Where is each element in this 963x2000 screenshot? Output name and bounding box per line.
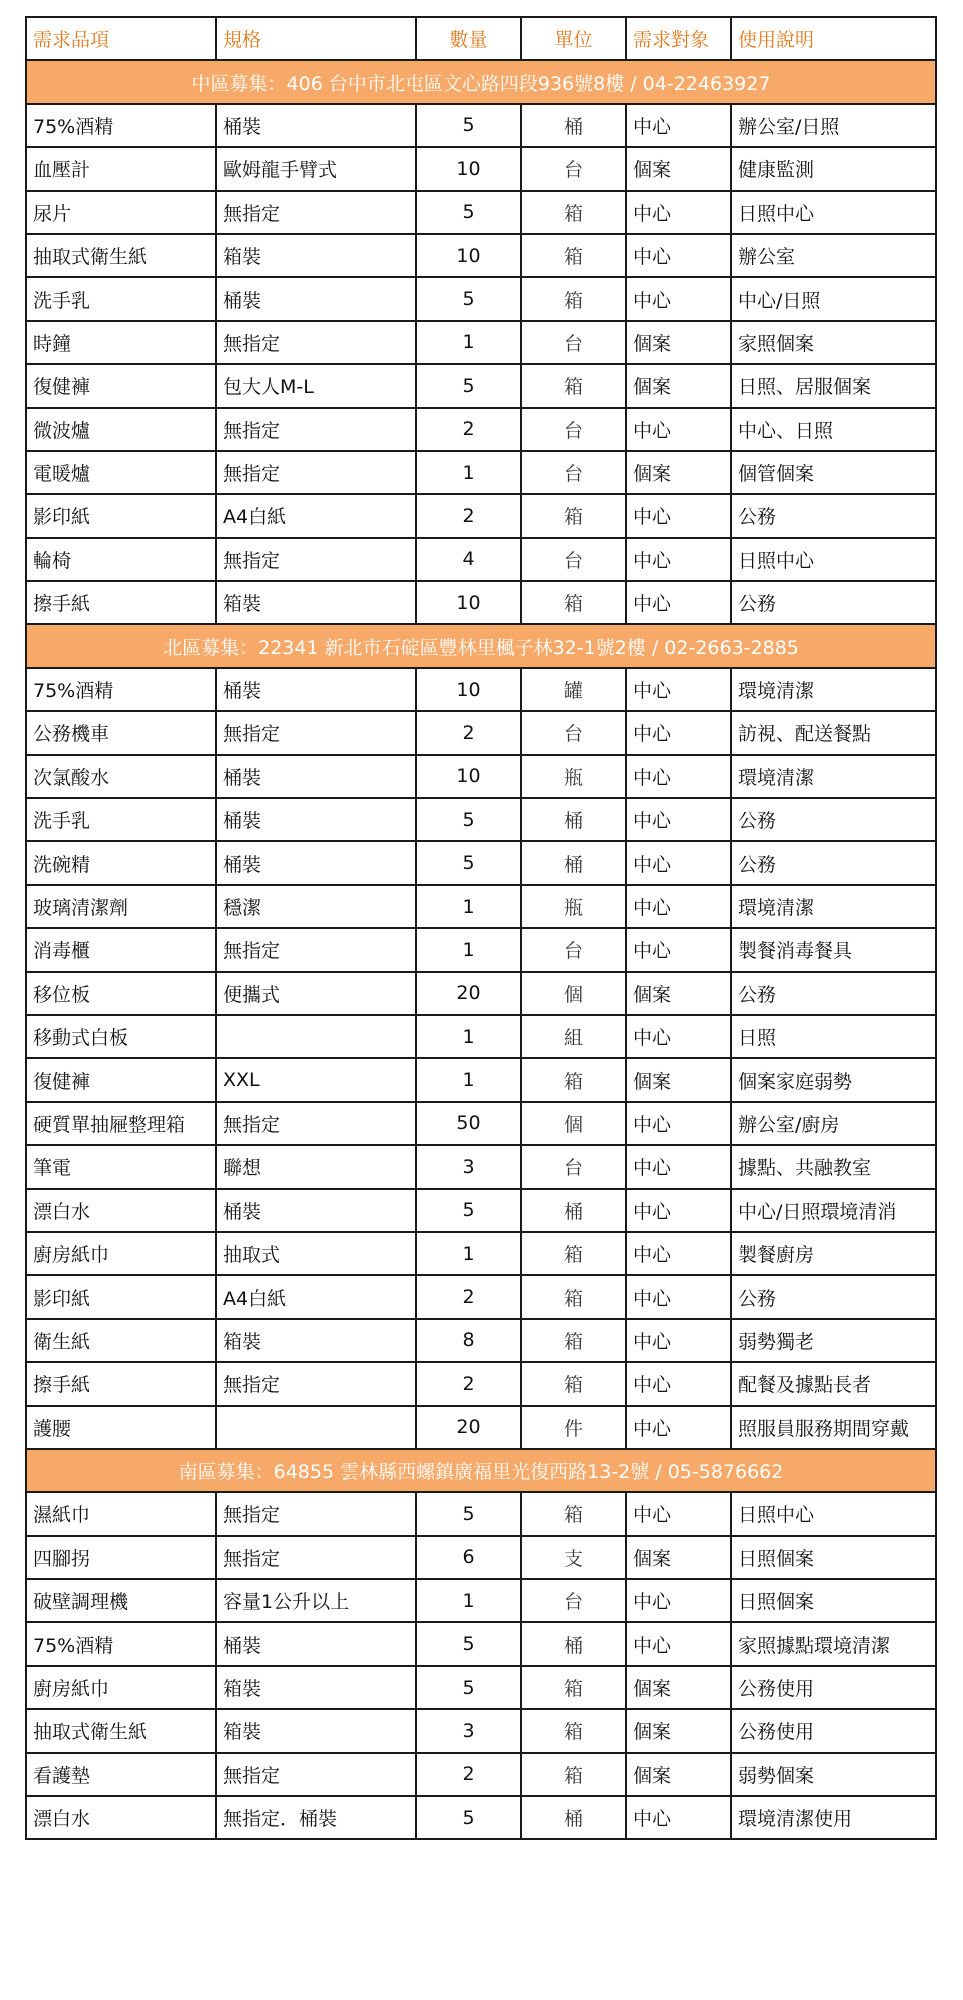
cell-usage: 公務 xyxy=(731,1275,936,1318)
cell-qty: 2 xyxy=(416,1362,521,1405)
cell-unit: 桶 xyxy=(521,1622,626,1665)
table-row xyxy=(26,1145,936,1188)
cell-target: 中心 xyxy=(626,581,731,624)
cell-target: 中心 xyxy=(626,191,731,234)
cell-qty: 5 xyxy=(416,841,521,884)
cell-spec: 聯想 xyxy=(216,1145,416,1188)
cell-item: 時鐘 xyxy=(26,321,216,364)
cell-qty: 2 xyxy=(416,494,521,537)
cell-unit: 桶 xyxy=(521,841,626,884)
table-row xyxy=(26,538,936,581)
cell-unit: 罐 xyxy=(521,668,626,711)
cell-qty: 6 xyxy=(416,1536,521,1579)
cell-target: 個案 xyxy=(626,321,731,364)
cell-item: 電暖爐 xyxy=(26,451,216,494)
table-row xyxy=(26,1275,936,1318)
cell-unit: 瓶 xyxy=(521,755,626,798)
cell-usage: 公務 xyxy=(731,972,936,1015)
cell-target: 個案 xyxy=(626,1536,731,1579)
cell-unit: 瓶 xyxy=(521,885,626,928)
cell-spec: 無指定 xyxy=(216,321,416,364)
table-row xyxy=(26,494,936,537)
cell-unit: 箱 xyxy=(521,1319,626,1362)
table-row xyxy=(26,668,936,711)
cell-spec: 桶裝 xyxy=(216,104,416,147)
cell-item: 洗手乳 xyxy=(26,277,216,320)
table-row xyxy=(26,1406,936,1449)
cell-qty: 2 xyxy=(416,1753,521,1796)
cell-qty: 8 xyxy=(416,1319,521,1362)
cell-usage: 公務 xyxy=(731,494,936,537)
cell-qty: 2 xyxy=(416,1275,521,1318)
cell-usage: 環境清潔 xyxy=(731,755,936,798)
table-row xyxy=(26,1492,936,1535)
cell-unit: 箱 xyxy=(521,1362,626,1405)
cell-spec: 箱裝 xyxy=(216,234,416,277)
table-row xyxy=(26,841,936,884)
cell-usage: 日照 xyxy=(731,1015,936,1058)
cell-unit: 台 xyxy=(521,451,626,494)
cell-unit: 台 xyxy=(521,711,626,754)
donation-needs-sheet xyxy=(25,16,935,1840)
cell-spec: 無指定 xyxy=(216,408,416,451)
table-row xyxy=(26,147,936,190)
cell-unit: 台 xyxy=(521,928,626,971)
table-row xyxy=(26,191,936,234)
cell-target: 中心 xyxy=(626,494,731,537)
table-row xyxy=(26,1753,936,1796)
cell-usage: 中心/日照 xyxy=(731,277,936,320)
cell-item: 漂白水 xyxy=(26,1796,216,1839)
table-row xyxy=(26,1796,936,1839)
cell-item: 廚房紙巾 xyxy=(26,1666,216,1709)
table-row xyxy=(26,1232,936,1275)
cell-spec: 桶裝 xyxy=(216,798,416,841)
cell-spec: 桶裝 xyxy=(216,755,416,798)
cell-target: 中心 xyxy=(626,928,731,971)
cell-qty: 1 xyxy=(416,1232,521,1275)
table-row xyxy=(26,1709,936,1752)
header-qty: 數量 xyxy=(416,17,521,60)
cell-target: 個案 xyxy=(626,972,731,1015)
table-row xyxy=(26,972,936,1015)
cell-qty: 10 xyxy=(416,755,521,798)
cell-qty: 4 xyxy=(416,538,521,581)
cell-usage: 個案家庭弱勢 xyxy=(731,1058,936,1101)
cell-item: 破壁調理機 xyxy=(26,1579,216,1622)
header-row xyxy=(26,17,936,60)
header-target: 需求對象 xyxy=(626,17,731,60)
cell-item: 消毒櫃 xyxy=(26,928,216,971)
cell-spec: 無指定 xyxy=(216,1536,416,1579)
cell-item: 濕紙巾 xyxy=(26,1492,216,1535)
cell-item: 75%酒精 xyxy=(26,104,216,147)
cell-qty: 2 xyxy=(416,408,521,451)
cell-target: 個案 xyxy=(626,1709,731,1752)
cell-usage: 環境清潔 xyxy=(731,668,936,711)
cell-target: 個案 xyxy=(626,451,731,494)
cell-target: 中心 xyxy=(626,1406,731,1449)
cell-target: 中心 xyxy=(626,1189,731,1232)
cell-spec: XXL xyxy=(216,1058,416,1101)
cell-usage: 辦公室 xyxy=(731,234,936,277)
cell-usage: 環境清潔使用 xyxy=(731,1796,936,1839)
cell-item: 看護墊 xyxy=(26,1753,216,1796)
cell-item: 四腳拐 xyxy=(26,1536,216,1579)
cell-target: 個案 xyxy=(626,364,731,407)
table-row xyxy=(26,234,936,277)
cell-item: 衛生紙 xyxy=(26,1319,216,1362)
cell-qty: 5 xyxy=(416,1666,521,1709)
cell-unit: 台 xyxy=(521,1579,626,1622)
table-body xyxy=(26,60,936,1839)
cell-spec: 無指定 xyxy=(216,538,416,581)
cell-unit: 台 xyxy=(521,147,626,190)
cell-unit: 箱 xyxy=(521,1753,626,1796)
cell-item: 75%酒精 xyxy=(26,668,216,711)
cell-target: 中心 xyxy=(626,408,731,451)
cell-spec: 無指定 xyxy=(216,451,416,494)
cell-target: 中心 xyxy=(626,277,731,320)
table-row xyxy=(26,1189,936,1232)
cell-qty: 50 xyxy=(416,1102,521,1145)
cell-unit: 桶 xyxy=(521,1796,626,1839)
cell-usage: 公務使用 xyxy=(731,1666,936,1709)
cell-item: 擦手紙 xyxy=(26,581,216,624)
cell-qty: 1 xyxy=(416,451,521,494)
section-header-row xyxy=(26,1449,936,1492)
cell-qty: 1 xyxy=(416,885,521,928)
section-header-row xyxy=(26,624,936,667)
cell-qty: 5 xyxy=(416,191,521,234)
cell-usage: 環境清潔 xyxy=(731,885,936,928)
cell-item: 抽取式衛生紙 xyxy=(26,234,216,277)
table-row xyxy=(26,1622,936,1665)
cell-spec: 容量1公升以上 xyxy=(216,1579,416,1622)
cell-usage: 製餐消毒餐具 xyxy=(731,928,936,971)
cell-usage: 公務使用 xyxy=(731,1709,936,1752)
cell-usage: 中心/日照環境清消 xyxy=(731,1189,936,1232)
table-row xyxy=(26,798,936,841)
cell-qty: 20 xyxy=(416,972,521,1015)
cell-qty: 10 xyxy=(416,581,521,624)
cell-usage: 弱勢個案 xyxy=(731,1753,936,1796)
table-row xyxy=(26,1536,936,1579)
cell-item: 護腰 xyxy=(26,1406,216,1449)
header-usage: 使用說明 xyxy=(731,17,936,60)
cell-qty: 5 xyxy=(416,1189,521,1232)
cell-usage: 日照個案 xyxy=(731,1579,936,1622)
cell-unit: 箱 xyxy=(521,1492,626,1535)
cell-usage: 弱勢獨老 xyxy=(731,1319,936,1362)
cell-item: 次氯酸水 xyxy=(26,755,216,798)
table-row xyxy=(26,1058,936,1101)
cell-target: 中心 xyxy=(626,1102,731,1145)
cell-spec: A4白紙 xyxy=(216,494,416,537)
cell-item: 移動式白板 xyxy=(26,1015,216,1058)
cell-usage: 家照個案 xyxy=(731,321,936,364)
cell-unit: 桶 xyxy=(521,104,626,147)
cell-usage: 公務 xyxy=(731,581,936,624)
table-row xyxy=(26,321,936,364)
table-row xyxy=(26,755,936,798)
cell-usage: 訪視、配送餐點 xyxy=(731,711,936,754)
cell-spec xyxy=(216,1406,416,1449)
cell-unit: 箱 xyxy=(521,1709,626,1752)
table-row xyxy=(26,711,936,754)
cell-target: 中心 xyxy=(626,668,731,711)
cell-qty: 5 xyxy=(416,1492,521,1535)
cell-spec: 桶裝 xyxy=(216,841,416,884)
cell-usage: 家照據點環境清潔 xyxy=(731,1622,936,1665)
cell-usage: 照服員服務期間穿戴 xyxy=(731,1406,936,1449)
cell-spec: A4白紙 xyxy=(216,1275,416,1318)
cell-item: 洗碗精 xyxy=(26,841,216,884)
cell-spec: 便攜式 xyxy=(216,972,416,1015)
cell-qty: 10 xyxy=(416,147,521,190)
section-title: 北區募集：22341 新北市石碇區豐林里楓子林32-1號2樓 / 02-2663-2885 xyxy=(26,624,936,667)
cell-qty: 5 xyxy=(416,104,521,147)
cell-spec: 抽取式 xyxy=(216,1232,416,1275)
cell-unit: 箱 xyxy=(521,234,626,277)
cell-item: 玻璃清潔劑 xyxy=(26,885,216,928)
cell-usage: 健康監測 xyxy=(731,147,936,190)
cell-target: 個案 xyxy=(626,1666,731,1709)
cell-spec: 桶裝 xyxy=(216,1189,416,1232)
cell-target: 中心 xyxy=(626,1319,731,1362)
table-row xyxy=(26,581,936,624)
cell-unit: 台 xyxy=(521,538,626,581)
cell-usage: 日照中心 xyxy=(731,538,936,581)
cell-item: 廚房紙巾 xyxy=(26,1232,216,1275)
cell-qty: 10 xyxy=(416,234,521,277)
table-row xyxy=(26,408,936,451)
cell-usage: 中心、日照 xyxy=(731,408,936,451)
cell-usage: 據點、共融教室 xyxy=(731,1145,936,1188)
cell-spec: 箱裝 xyxy=(216,1709,416,1752)
cell-unit: 台 xyxy=(521,1145,626,1188)
cell-target: 中心 xyxy=(626,841,731,884)
table-row xyxy=(26,451,936,494)
cell-qty: 5 xyxy=(416,1796,521,1839)
cell-item: 擦手紙 xyxy=(26,1362,216,1405)
cell-usage: 日照個案 xyxy=(731,1536,936,1579)
cell-qty: 1 xyxy=(416,928,521,971)
cell-target: 中心 xyxy=(626,1579,731,1622)
cell-target: 中心 xyxy=(626,1145,731,1188)
header-item: 需求品項 xyxy=(26,17,216,60)
cell-spec: 無指定．桶裝 xyxy=(216,1796,416,1839)
cell-usage: 日照、居服個案 xyxy=(731,364,936,407)
cell-target: 中心 xyxy=(626,755,731,798)
cell-target: 中心 xyxy=(626,538,731,581)
cell-usage: 日照中心 xyxy=(731,191,936,234)
cell-item: 尿片 xyxy=(26,191,216,234)
cell-item: 輪椅 xyxy=(26,538,216,581)
cell-unit: 台 xyxy=(521,408,626,451)
cell-item: 移位板 xyxy=(26,972,216,1015)
cell-spec: 無指定 xyxy=(216,1102,416,1145)
cell-spec: 桶裝 xyxy=(216,277,416,320)
cell-target: 中心 xyxy=(626,1796,731,1839)
table-row xyxy=(26,885,936,928)
cell-item: 抽取式衛生紙 xyxy=(26,1709,216,1752)
cell-qty: 3 xyxy=(416,1145,521,1188)
header-unit: 單位 xyxy=(521,17,626,60)
cell-spec: 箱裝 xyxy=(216,1319,416,1362)
cell-target: 中心 xyxy=(626,885,731,928)
cell-unit: 個 xyxy=(521,1102,626,1145)
cell-item: 洗手乳 xyxy=(26,798,216,841)
cell-unit: 箱 xyxy=(521,1232,626,1275)
cell-unit: 台 xyxy=(521,321,626,364)
table-row xyxy=(26,1102,936,1145)
cell-item: 筆電 xyxy=(26,1145,216,1188)
cell-qty: 1 xyxy=(416,1058,521,1101)
cell-unit: 箱 xyxy=(521,364,626,407)
cell-usage: 辦公室/日照 xyxy=(731,104,936,147)
cell-spec: 箱裝 xyxy=(216,1666,416,1709)
cell-unit: 支 xyxy=(521,1536,626,1579)
cell-spec: 包大人M-L xyxy=(216,364,416,407)
header-spec: 規格 xyxy=(216,17,416,60)
cell-item: 75%酒精 xyxy=(26,1622,216,1665)
cell-spec: 無指定 xyxy=(216,928,416,971)
table-row xyxy=(26,1319,936,1362)
cell-spec: 桶裝 xyxy=(216,1622,416,1665)
table-row xyxy=(26,1666,936,1709)
cell-item: 漂白水 xyxy=(26,1189,216,1232)
cell-unit: 組 xyxy=(521,1015,626,1058)
cell-target: 中心 xyxy=(626,104,731,147)
cell-target: 個案 xyxy=(626,147,731,190)
cell-unit: 箱 xyxy=(521,1666,626,1709)
cell-spec: 箱裝 xyxy=(216,581,416,624)
cell-target: 中心 xyxy=(626,1492,731,1535)
cell-qty: 2 xyxy=(416,711,521,754)
cell-spec: 無指定 xyxy=(216,191,416,234)
cell-qty: 20 xyxy=(416,1406,521,1449)
cell-qty: 1 xyxy=(416,1015,521,1058)
cell-unit: 箱 xyxy=(521,277,626,320)
cell-qty: 5 xyxy=(416,364,521,407)
cell-spec: 無指定 xyxy=(216,1753,416,1796)
cell-item: 硬質單抽屜整理箱 xyxy=(26,1102,216,1145)
cell-qty: 10 xyxy=(416,668,521,711)
cell-target: 中心 xyxy=(626,1015,731,1058)
cell-unit: 桶 xyxy=(521,798,626,841)
cell-spec: 歐姆龍手臂式 xyxy=(216,147,416,190)
cell-spec: 無指定 xyxy=(216,1362,416,1405)
cell-unit: 箱 xyxy=(521,1058,626,1101)
cell-item: 影印紙 xyxy=(26,494,216,537)
cell-usage: 辦公室/廚房 xyxy=(731,1102,936,1145)
cell-unit: 個 xyxy=(521,972,626,1015)
cell-target: 中心 xyxy=(626,711,731,754)
table-row xyxy=(26,928,936,971)
cell-qty: 1 xyxy=(416,321,521,364)
cell-qty: 5 xyxy=(416,798,521,841)
table-row xyxy=(26,1579,936,1622)
cell-target: 中心 xyxy=(626,798,731,841)
cell-item: 影印紙 xyxy=(26,1275,216,1318)
section-title: 南區募集：64855 雲林縣西螺鎮廣福里光復西路13-2號 / 05-5876662 xyxy=(26,1449,936,1492)
cell-qty: 1 xyxy=(416,1579,521,1622)
cell-unit: 箱 xyxy=(521,1275,626,1318)
needs-table xyxy=(25,16,937,1840)
cell-usage: 製餐廚房 xyxy=(731,1232,936,1275)
cell-target: 中心 xyxy=(626,1275,731,1318)
cell-usage: 個管個案 xyxy=(731,451,936,494)
cell-target: 中心 xyxy=(626,1362,731,1405)
table-row xyxy=(26,104,936,147)
table-row xyxy=(26,277,936,320)
cell-item: 微波爐 xyxy=(26,408,216,451)
cell-unit: 箱 xyxy=(521,494,626,537)
cell-item: 復健褲 xyxy=(26,1058,216,1101)
cell-target: 中心 xyxy=(626,1232,731,1275)
cell-usage: 公務 xyxy=(731,798,936,841)
cell-target: 中心 xyxy=(626,234,731,277)
cell-spec: 桶裝 xyxy=(216,668,416,711)
table-row xyxy=(26,1362,936,1405)
cell-qty: 5 xyxy=(416,1622,521,1665)
cell-spec: 穩潔 xyxy=(216,885,416,928)
cell-target: 個案 xyxy=(626,1753,731,1796)
cell-unit: 箱 xyxy=(521,581,626,624)
cell-qty: 3 xyxy=(416,1709,521,1752)
cell-spec xyxy=(216,1015,416,1058)
cell-spec: 無指定 xyxy=(216,711,416,754)
cell-spec: 無指定 xyxy=(216,1492,416,1535)
section-title: 中區募集：406 台中市北屯區文心路四段936號8樓 / 04-22463927 xyxy=(26,60,936,103)
cell-usage: 公務 xyxy=(731,841,936,884)
cell-unit: 箱 xyxy=(521,191,626,234)
cell-usage: 日照中心 xyxy=(731,1492,936,1535)
cell-target: 個案 xyxy=(626,1058,731,1101)
cell-unit: 桶 xyxy=(521,1189,626,1232)
cell-item: 復健褲 xyxy=(26,364,216,407)
cell-qty: 5 xyxy=(416,277,521,320)
cell-item: 血壓計 xyxy=(26,147,216,190)
section-header-row xyxy=(26,60,936,103)
cell-target: 中心 xyxy=(626,1622,731,1665)
cell-unit: 件 xyxy=(521,1406,626,1449)
cell-item: 公務機車 xyxy=(26,711,216,754)
table-row xyxy=(26,1015,936,1058)
cell-usage: 配餐及據點長者 xyxy=(731,1362,936,1405)
table-row xyxy=(26,364,936,407)
